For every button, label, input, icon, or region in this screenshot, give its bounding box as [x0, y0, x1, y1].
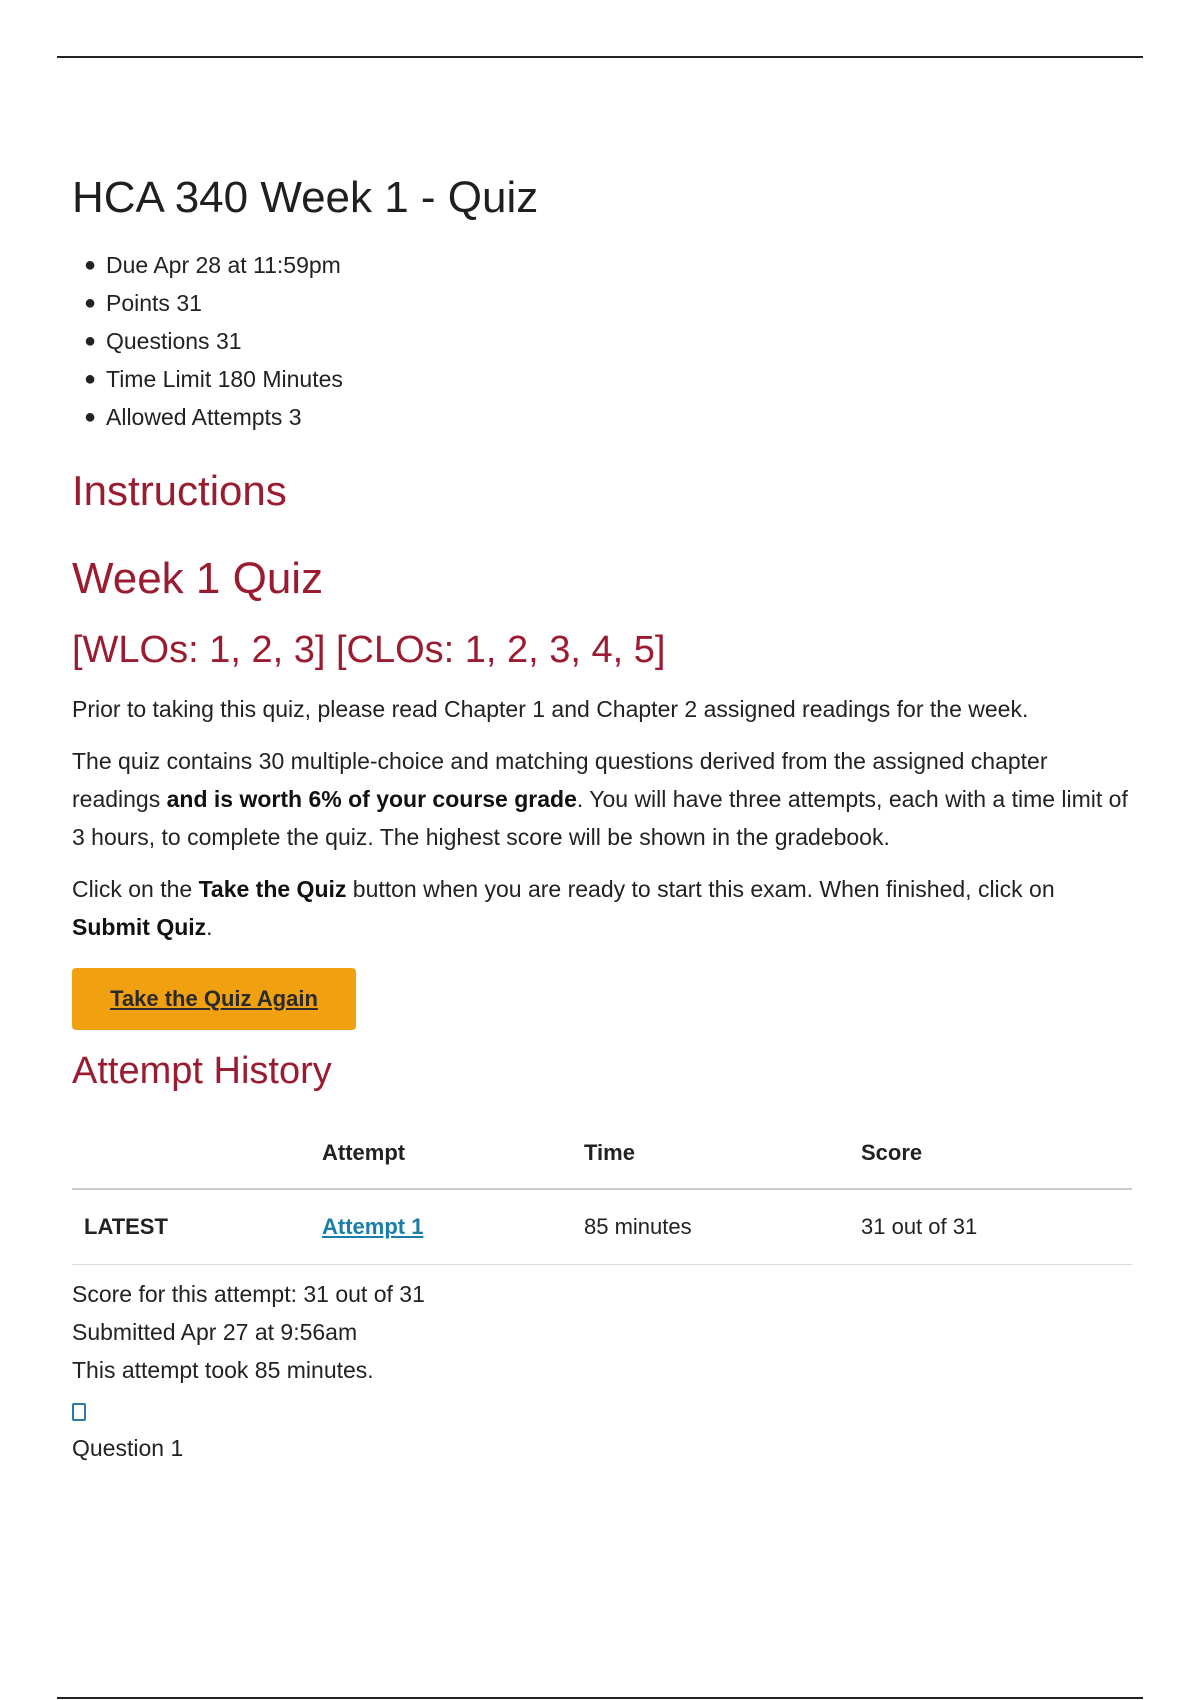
attempt-score: Score for this attempt: 31 out of 31: [72, 1281, 425, 1307]
quiz-description-part1: The quiz contains 30 multiple-choice and matching questions derived from the assigned chapter readings: [72, 748, 1048, 812]
detail-questions: [72, 322, 1142, 360]
learning-outcomes-heading: [WLOs: 1, 2, 3] [CLOs: 1, 2, 3, 4, 5]: [72, 629, 666, 671]
start-instructions-part3: .: [206, 914, 213, 940]
attempt-cell: [322, 1189, 584, 1265]
detail-time-limit-text: Time Limit 180 Minutes: [106, 366, 343, 392]
table-row: [72, 1189, 1132, 1265]
bullet-icon: ●: [84, 406, 97, 428]
detail-attempts-text: Allowed Attempts 3: [106, 404, 302, 430]
bullet-icon: ●: [84, 292, 97, 314]
header-time: Time: [584, 1118, 861, 1189]
detail-time-limit: [72, 360, 1142, 398]
take-quiz-reference: Take the Quiz: [198, 876, 347, 902]
detail-due: [72, 246, 1142, 284]
header-score: Score: [861, 1118, 1132, 1189]
attempt-1-link[interactable]: Attempt 1: [322, 1214, 424, 1239]
detail-points: [72, 284, 1142, 322]
header-attempt: Attempt: [322, 1118, 584, 1189]
take-quiz-again-button[interactable]: Take the Quiz Again: [72, 968, 356, 1030]
flag-icon[interactable]: [72, 1403, 86, 1421]
grade-weight-text: and is worth 6% of your course grade: [166, 786, 577, 812]
reading-instructions: Prior to taking this quiz, please read Chapter 1 and Chapter 2 assigned readings for the week.: [72, 696, 1029, 722]
table-header-row: [72, 1118, 1132, 1189]
attempt-submitted: Submitted Apr 27 at 9:56am: [72, 1319, 358, 1345]
header-blank: [72, 1118, 322, 1189]
attempt-history-heading: Attempt History: [72, 1050, 332, 1092]
top-rule: [57, 56, 1143, 58]
start-instructions: [72, 870, 1132, 946]
detail-points-text: Points 31: [106, 290, 202, 316]
detail-questions-text: Questions 31: [106, 328, 242, 354]
submit-quiz-reference: Submit Quiz: [72, 914, 207, 940]
score-cell: 31 out of 31: [861, 1189, 1132, 1265]
week-quiz-heading: Week 1 Quiz: [72, 554, 324, 603]
detail-attempts: [72, 398, 1142, 436]
quiz-description: [72, 742, 1132, 856]
start-instructions-part2: button when you are ready to start this exam. When finished, click on: [346, 876, 1055, 902]
attempt-history-table: [72, 1118, 1132, 1265]
quiz-page: [72, 168, 1142, 1466]
quiz-details-list: [72, 246, 1142, 436]
attempt-duration: This attempt took 85 minutes.: [72, 1357, 374, 1383]
instructions-heading: Instructions: [72, 467, 287, 514]
bullet-icon: ●: [84, 254, 97, 276]
bullet-icon: ●: [84, 368, 97, 390]
start-instructions-part1: Click on the: [72, 876, 199, 902]
quiz-description-part2: . You will have three attempts, each with a time limit of 3 hours, to complete the quiz. The highest score will be shown in the gradebook.: [72, 786, 1128, 850]
question-label: Question 1: [72, 1435, 184, 1461]
detail-due-text: Due Apr 28 at 11:59pm: [106, 252, 341, 278]
attempt-summary: [72, 1275, 1142, 1389]
page-title: HCA 340 Week 1 - Quiz: [72, 173, 539, 222]
time-cell: 85 minutes: [584, 1189, 861, 1265]
latest-label: LATEST: [72, 1189, 322, 1265]
bullet-icon: ●: [84, 330, 97, 352]
bottom-rule: [57, 1697, 1143, 1699]
